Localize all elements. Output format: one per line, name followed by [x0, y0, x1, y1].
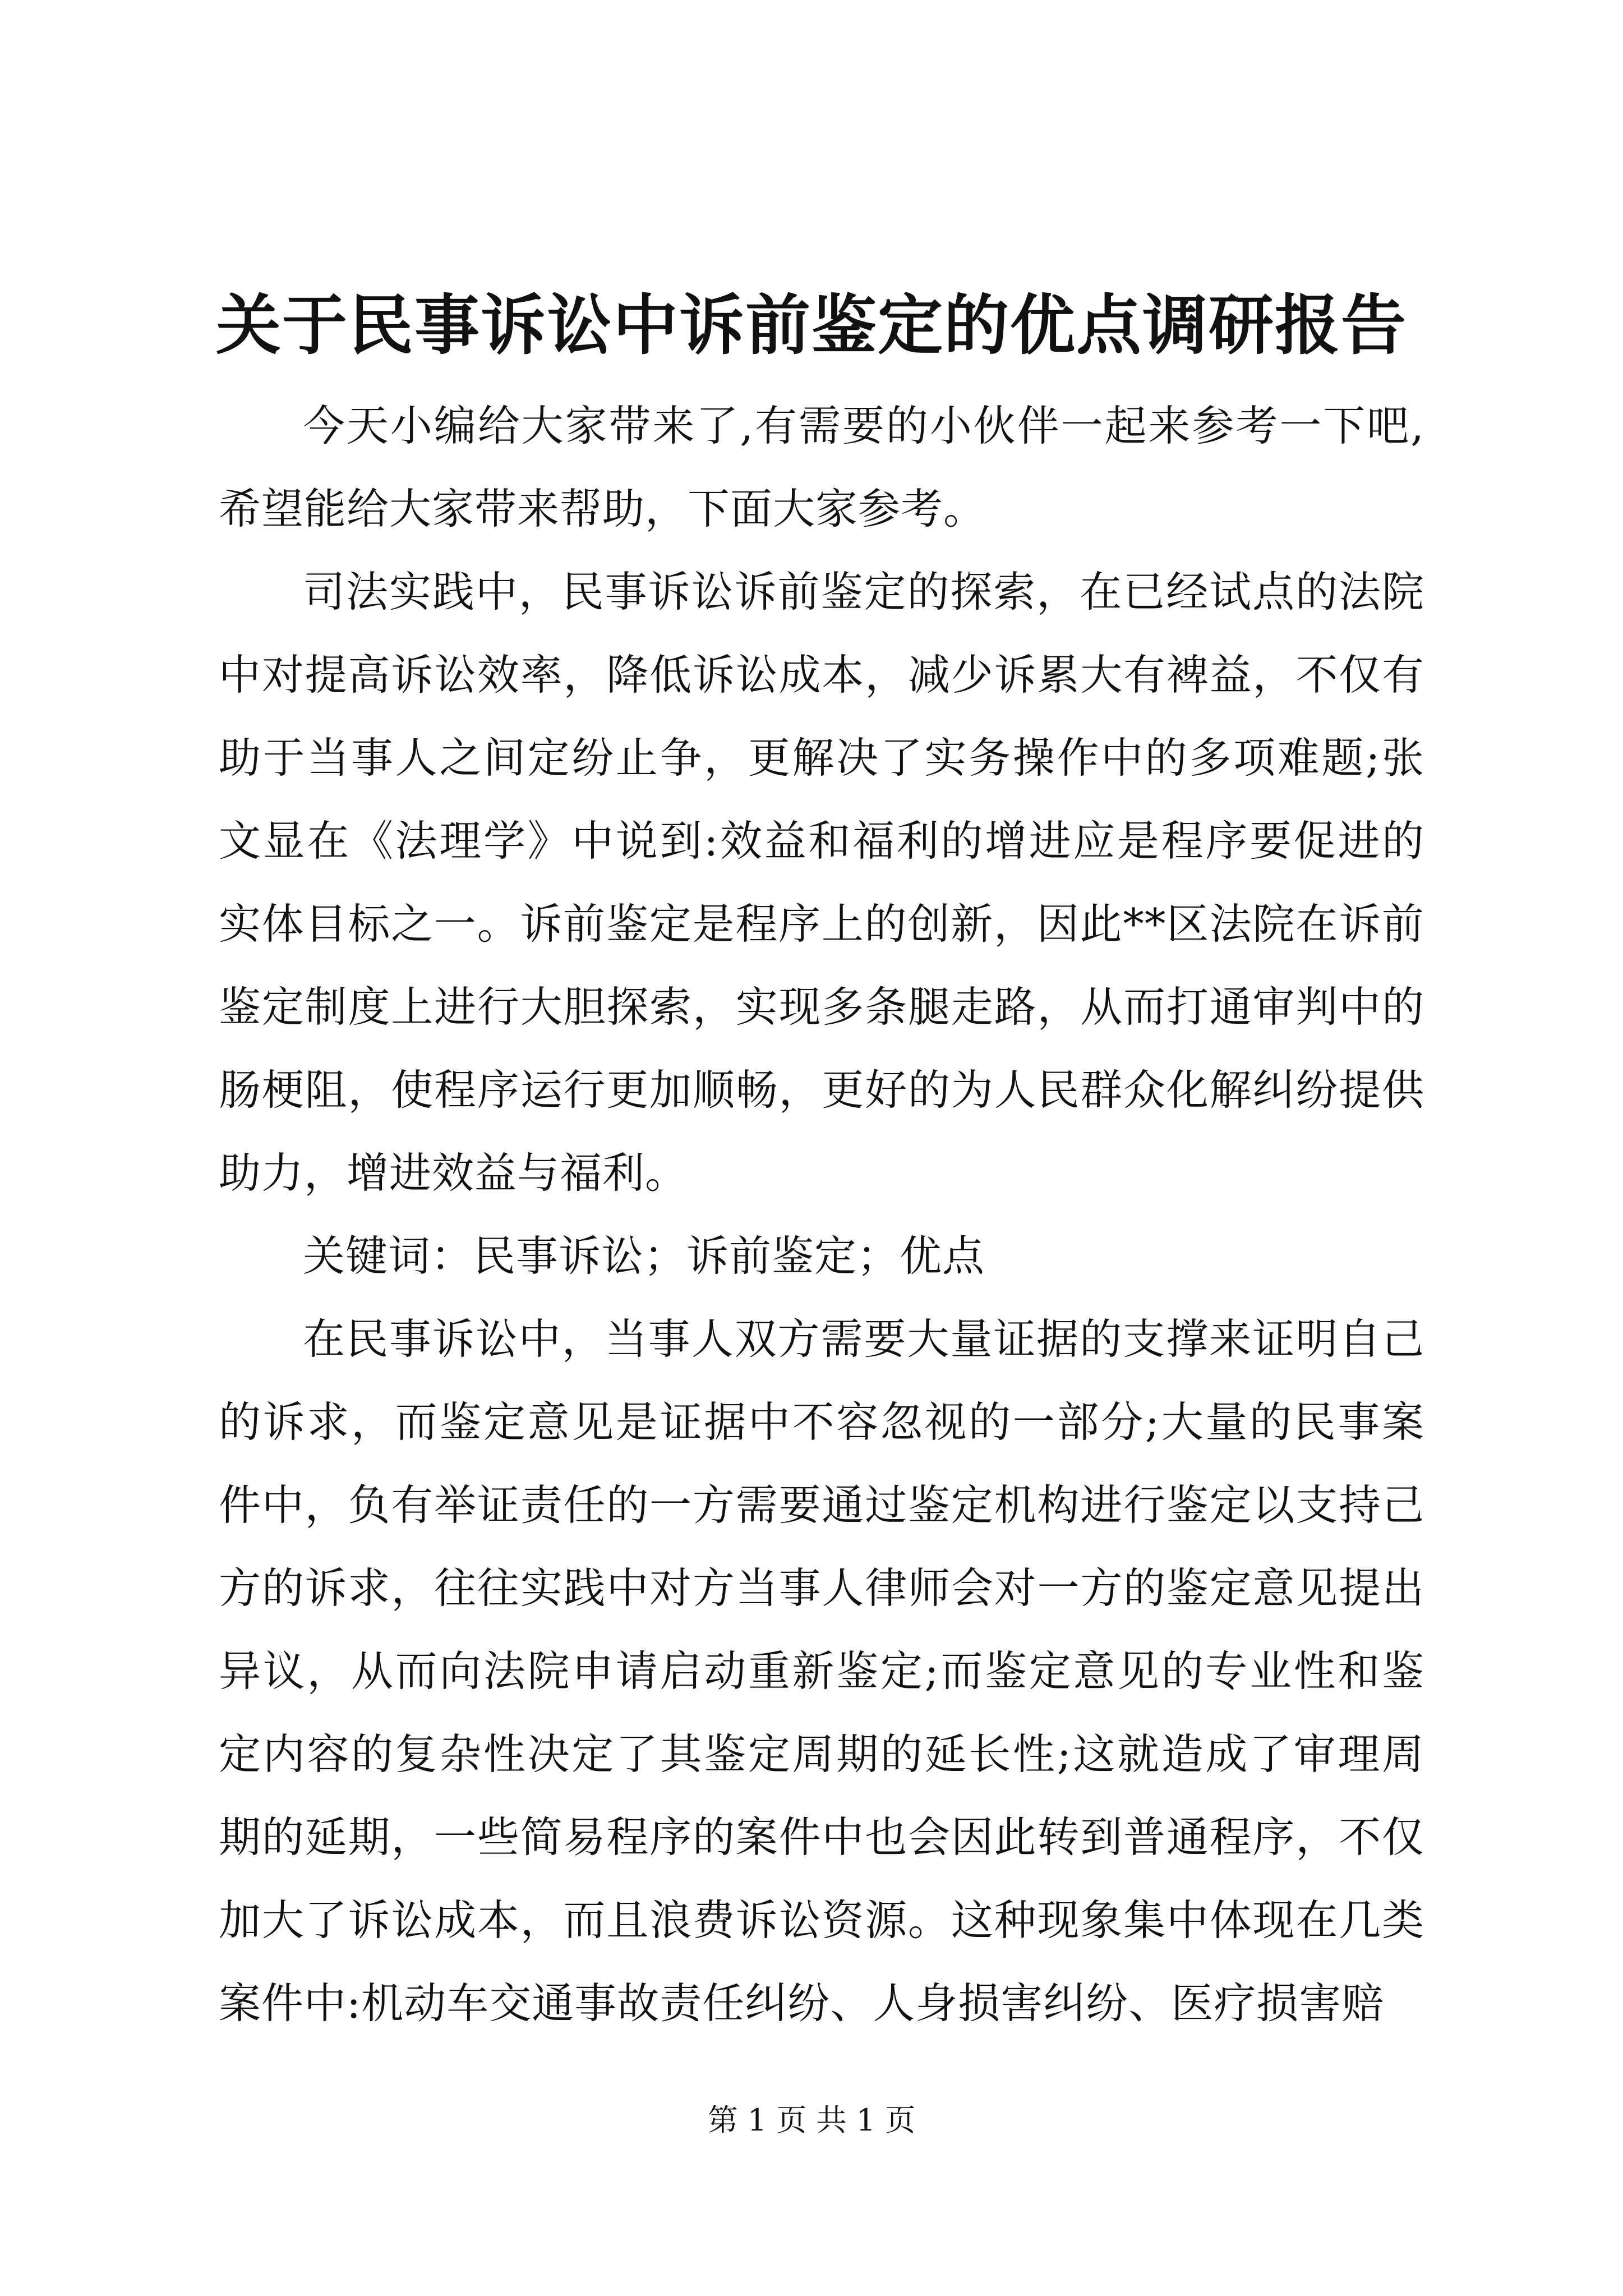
document-title: 关于民事诉讼中诉前鉴定的优点调研报告 — [216, 287, 1407, 364]
paragraph-intro: 今天小编给大家带来了,有需要的小伙伴一起来参考一下吧,希望能给大家带来帮助，下面大家参考。 — [219, 401, 1424, 533]
paragraph-keywords: 关键词：民事诉讼；诉前鉴定；优点 — [303, 1231, 985, 1281]
document-body — [219, 384, 1424, 2045]
paragraph-abstract: 司法实践中，民事诉讼诉前鉴定的探索，在已经试点的法院中对提高诉讼效率，降低诉讼成本，减少诉累大有裨益，不仅有助于当事人之间定纷止争，更解决了实务操作中的多项难题;张文显在《法理学》中说到:效益和福利的增进应是程序要促进的实体目标之一。诉前鉴定是程序上的创新，因此**区法院在诉前鉴定制度上进行大胆探索，实现多条腿走路，从而打通审判中的肠梗阻，使程序运行更加顺畅，更好的为人民群众化解纠纷提供助力，增进效益与福利。 — [219, 567, 1424, 1198]
page-footer: 第 1 页 共 1 页 — [707, 2102, 916, 2138]
paragraph-main: 在民事诉讼中，当事人双方需要大量证据的支撑来证明自己的诉求，而鉴定意见是证据中不容忽视的一部分;大量的民事案件中，负有举证责任的一方需要通过鉴定机构进行鉴定以支持己方的诉求，往往实践中对方当事人律师会对一方的鉴定意见提出异议，从而向法院申请启动重新鉴定;而鉴定意见的专业性和鉴定内容的复杂性决定了其鉴定周期的延长性;这就造成了审理周期的延期，一些简易程序的案件中也会因此转到普通程序，不仅加大了诉讼成本，而且浪费诉讼资源。这种现象集中体现在几类案件中:机动车交通事故责任纠纷、人身损害纠纷、医疗损害赔 — [219, 1314, 1424, 2028]
